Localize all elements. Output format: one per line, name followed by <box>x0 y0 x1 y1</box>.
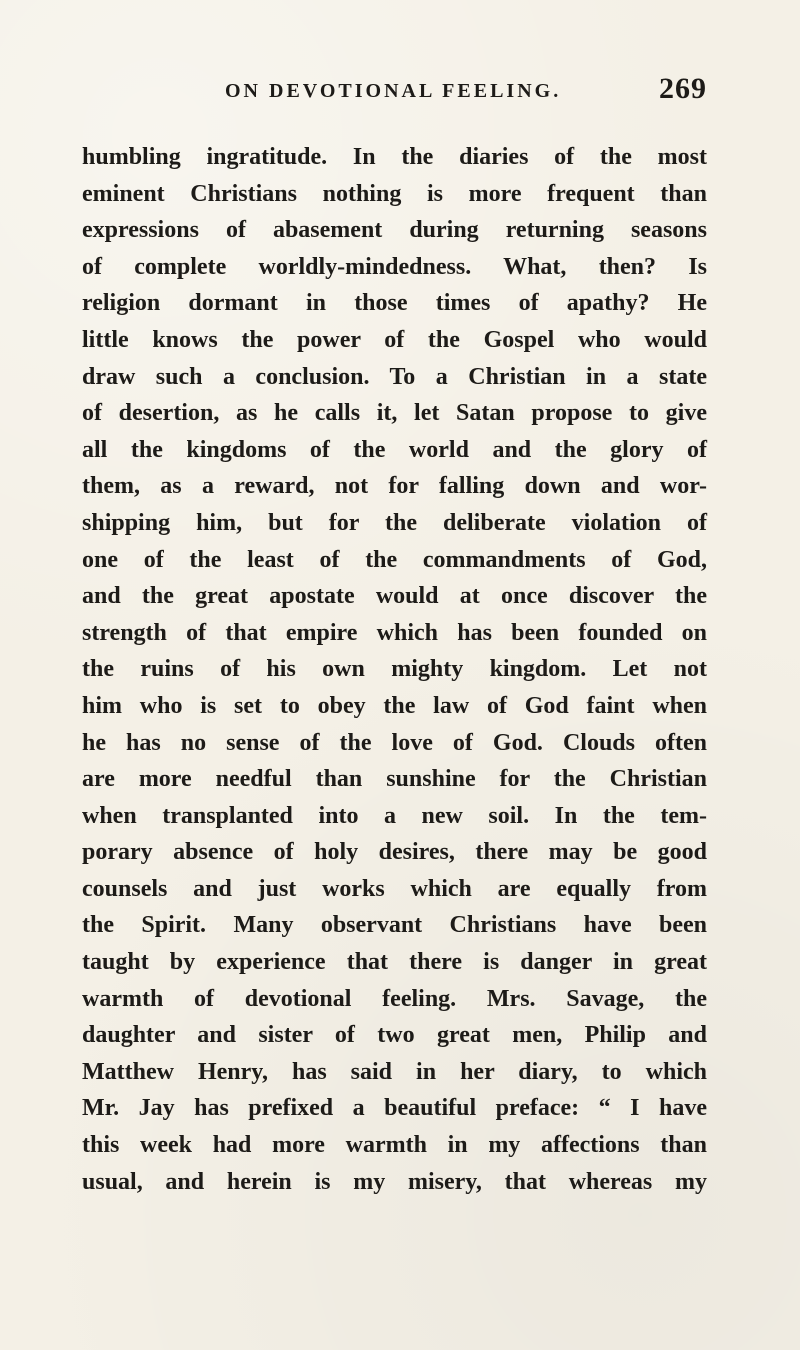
running-head: ON DEVOTIONAL FEELING. <box>225 80 562 102</box>
text-line-6: little knows the power of the Gospel who would <box>82 326 707 353</box>
text-line-7: draw such a conclusion. To a Christian in a state <box>82 363 707 390</box>
text-line-3: expressions of abasement during returning seasons <box>82 217 707 244</box>
text-line-24: warmth of devotional feeling. Mrs. Savage, the <box>82 985 707 1012</box>
text-line-9: all the kingdoms of the world and the glory of <box>82 436 707 463</box>
text-line-16: him who is set to obey the law of God faint when <box>82 692 707 719</box>
text-line-22: the Spirit. Many observant Christians have been <box>82 912 707 939</box>
text-line-8: of desertion, as he calls it, let Satan propose to give <box>82 400 707 427</box>
text-line-26: Matthew Henry, has said in her diary, to which <box>82 1058 707 1085</box>
page-number: 269 <box>659 72 707 105</box>
body-text <box>82 139 707 1200</box>
text-line-28: this week had more warmth in my affections than <box>82 1132 707 1159</box>
text-line-13: and the great apostate would at once discover the <box>82 583 707 610</box>
text-line-18: are more needful than sunshine for the Christian <box>82 766 707 793</box>
text-line-27: Mr. Jay has prefixed a beautiful preface: “ I have <box>82 1095 707 1122</box>
text-line-12: one of the least of the commandments of God, <box>82 546 707 573</box>
text-line-14: strength of that empire which has been founded on <box>82 619 707 646</box>
text-line-20: porary absence of holy desires, there may be good <box>82 839 707 866</box>
text-line-17: he has no sense of the love of God. Clouds often <box>82 729 707 756</box>
text-line-25: daughter and sister of two great men, Philip and <box>82 1022 707 1049</box>
text-line-19: when transplanted into a new soil. In the tem- <box>82 802 707 829</box>
text-line-23: taught by experience that there is danger in great <box>82 949 707 976</box>
text-line-10: them, as a reward, not for falling down and wor- <box>82 473 707 500</box>
text-line-5: religion dormant in those times of apathy? He <box>82 290 707 317</box>
text-line-11: shipping him, but for the deliberate violation of <box>82 509 707 536</box>
text-line-2: eminent Christians nothing is more frequent than <box>82 180 707 207</box>
text-line-1: humbling ingratitude. In the diaries of the most <box>82 144 707 170</box>
page-header <box>82 72 707 118</box>
text-line-15: the ruins of his own mighty kingdom. Let not <box>82 656 707 683</box>
text-line-4: of complete worldly-mindedness. What, then? Is <box>82 253 707 280</box>
text-line-29: usual, and herein is my misery, that whereas my <box>82 1168 707 1195</box>
text-line-21: counsels and just works which are equally from <box>82 875 707 902</box>
